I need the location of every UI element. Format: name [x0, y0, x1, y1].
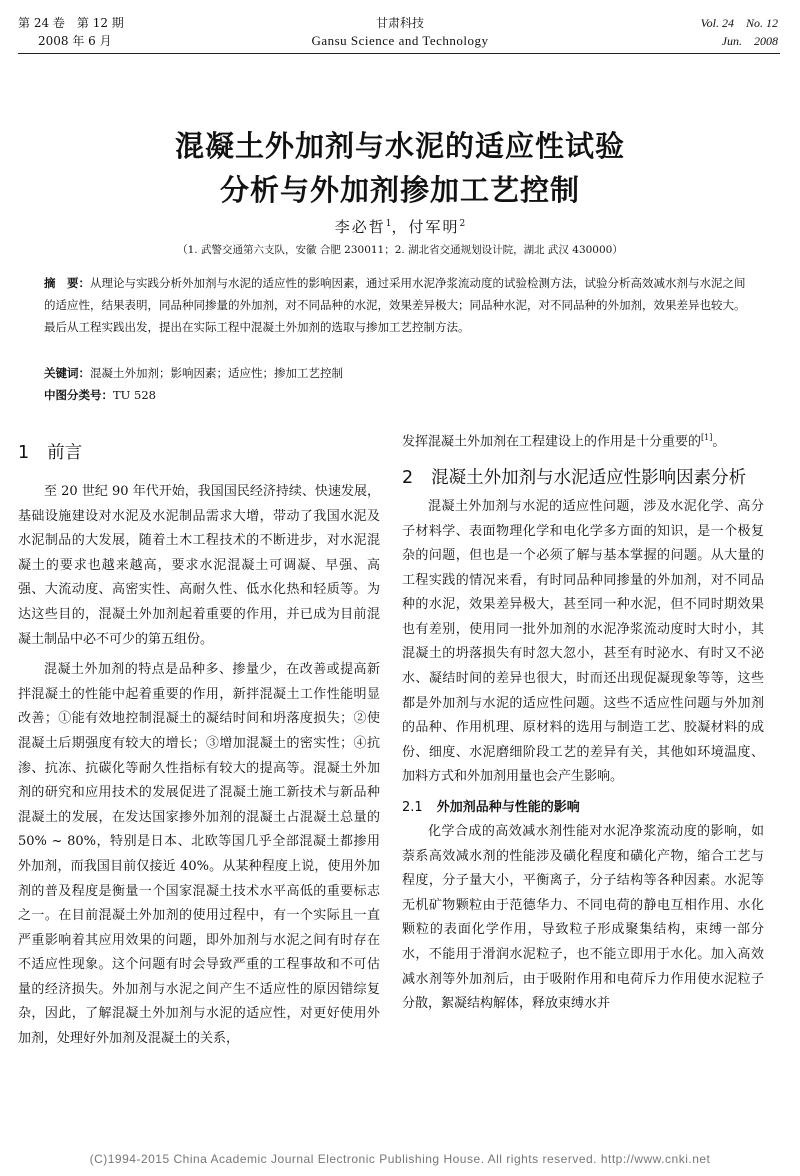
journal-volume-info [18, 14, 218, 54]
paper-title-line1: 混凝土外加剂与水泥的适应性试验 [174, 129, 625, 163]
section-title: 前言 [47, 443, 83, 463]
classification [44, 384, 756, 406]
abstract-label: 摘 要： [44, 276, 90, 290]
paragraph-end: 。 [712, 434, 726, 450]
right-column [402, 426, 764, 1023]
section-heading [18, 440, 380, 466]
paragraph: 化学合成的高效减水剂性能对水泥净浆流动度的影响，如萘系高效减水剂的性能涉及磺化程度和磺化产物，缩合工艺与程度，分子量大小，平衡离子，分子结构等各种因素。水泥等无机矿物颗粒由于范德华力、不同电荷的静电互相作用、水化颗粒的表面化学作用，导致粒子形成聚集结构，束缚一部分水，不能用于滑润水泥粒子，也不能立即用于水化。加入高效减水剂等外加剂后，由于吸附作用和电荷斥力作用使水泥粒子分散，絮凝结构解体，释放束缚水并 [402, 824, 764, 1012]
journal-name [250, 14, 550, 54]
author-separator: ， [391, 218, 409, 236]
paper-title-line2: 分析与外加剂掺加工艺控制 [219, 173, 580, 207]
abstract [44, 272, 756, 338]
section-number: 2 [402, 467, 414, 488]
journal-name-cn: 甘肃科技 [375, 16, 424, 30]
paragraph: 混凝土外加剂的特点是品种多、掺量少，在改善或提高新拌混凝土的性能中起着重要的作用，新拌混凝土工作性能明显改善；①能有效地控制混凝土的凝结时间和坍落度损失；②使混凝土后期强度有较大的增长；③增加混凝土的密实性；④抗渗、抗冻、抗碳化等耐久性指标有较大的提高等。混凝土外加剂的研究和应用技术的发展促进了混凝土施工新技术与新品种混凝土的发展，在发达国家掺外加剂的混凝土占混凝土总量的 50% ~ 80%，特别是日本、北欧等国几乎全部混凝土都掺用外加剂，而我国目前仅接近 40%。从某种程度上说，使用外加剂的普及程度是衡量一个国家混凝土技术水平高低的重要标志之一。在目前混凝土外加剂的使用过程中，有一个实际且一直严重影响着其应用效果的问题，即外加剂与水泥之间有时存在不适应性现象。这个问题有时会导致严重的工程事故和不可估量的经济损失。外加剂与水泥之间产生不适应性的原因错综复杂，因此，了解混凝土外加剂与水泥的适应性，对更好使用外加剂，处理好外加剂及混凝土的关系， [18, 662, 380, 1047]
citation-ref: [1] [701, 433, 713, 442]
keywords-label: 关键词： [44, 366, 90, 380]
author-name: 付军明 [408, 218, 460, 236]
subsection-title: 外加剂品种与性能的影响 [436, 800, 580, 816]
paragraph: 至 20 世纪 90 年代开始，我国国民经济持续、快速发展，基础设施建设对水泥及水泥制品需求大增，带动了我国水泥及水泥制品的大发展，随着土木工程技术的不断进步，对水泥混凝土的要求也越来越高，要求水泥混凝土可调凝、早强、高强、大流动度、高密实性、高耐久性、低水化热和轻质等。为达这些目的，混凝土外加剂起着重要的作用，并已成为目前混凝土制品中必不可少的第五组份。 [18, 484, 380, 647]
section-title: 混凝土外加剂与水泥适应性影响因素分析 [431, 467, 747, 488]
volume-issue: 第 24 卷 第 12 期 [18, 16, 124, 30]
header-rule [18, 53, 780, 54]
author-affil-mark: 2 [459, 219, 466, 229]
journal-volume-info-en [618, 14, 778, 54]
paragraph: 混凝土外加剂与水泥的适应性问题，涉及水泥化学、高分子材料学、表面物理化学和电化学多方面的知识，是一个极复杂的问题，但也是一个必须了解与基本掌握的问题。从大量的工程实践的情况来看，有时同品种同掺量的外加剂，对不同品种的水泥，效果差异极大，甚至同一种水泥，但不同时期效果也有差别，使用同一批外加剂的水泥净浆流动度时大时小，其混凝土的坍落损失有时忽大忽小，甚至有时泌水、有时又不泌水、凝结时间的差异也很大，时而还出现促凝现象等等，这些都是外加剂与水泥的适应性问题。这些不适应性问题与外加剂的品种、作用机理、原材料的选用与制造工艺、胶凝材料的成份、细度、水泥磨细阶段工艺的差异有关，其他如环境温度、加料方式和外加剂用量也会产生影响。 [402, 498, 764, 785]
author-name: 李必哲 [334, 218, 386, 236]
paragraph-continuation [402, 426, 764, 455]
publication-date-en: Jun. 2008 [721, 34, 778, 48]
volume-issue-en: Vol. 24 No. 12 [700, 16, 778, 30]
subsection-heading [402, 796, 764, 820]
author-affil-mark: 1 [385, 219, 392, 229]
affiliations: （1. 武警交通第六支队，安徽 合肥 230011；2. 湖北省交通规划设计院，湖北 武汉 430000） [177, 244, 623, 256]
copyright-footer: (C)1994-2015 China Academic Journal Electronic Publishing House. All rights reserved. http://www.cnki.net [89, 1152, 711, 1166]
keywords-text: 混凝土外加剂；影响因素；适应性；掺加工艺控制 [90, 366, 343, 380]
left-column [18, 426, 380, 1058]
section-heading [402, 465, 764, 491]
paragraph-text: 发挥混凝土外加剂在工程建设上的作用是十分重要的 [402, 434, 702, 450]
section-number: 1 [18, 443, 30, 463]
keywords [44, 362, 756, 384]
subsection-number: 2.1 [402, 800, 423, 816]
publication-date: 2008 年 6 月 [38, 34, 112, 48]
abstract-text: 从理论与实践分析外加剂与水泥的适应性的影响因素，通过采用水泥净浆流动度的试验检测方法，试验分析高效减水剂与水泥之间的适应性，结果表明，同品种同掺量的外加剂，对不同品种的水泥，效果差异极大；同品种水泥，对不同品种的外加剂，效果差异也较大。最后从工程实践出发，提出在实际工程中混凝土外加剂的选取与掺加工艺控制方法。 [44, 276, 746, 334]
classification-code: TU 528 [113, 388, 156, 402]
classification-label: 中图分类号： [44, 388, 113, 402]
journal-name-en: Gansu Science and Technology [311, 33, 489, 48]
authors [0, 216, 800, 237]
